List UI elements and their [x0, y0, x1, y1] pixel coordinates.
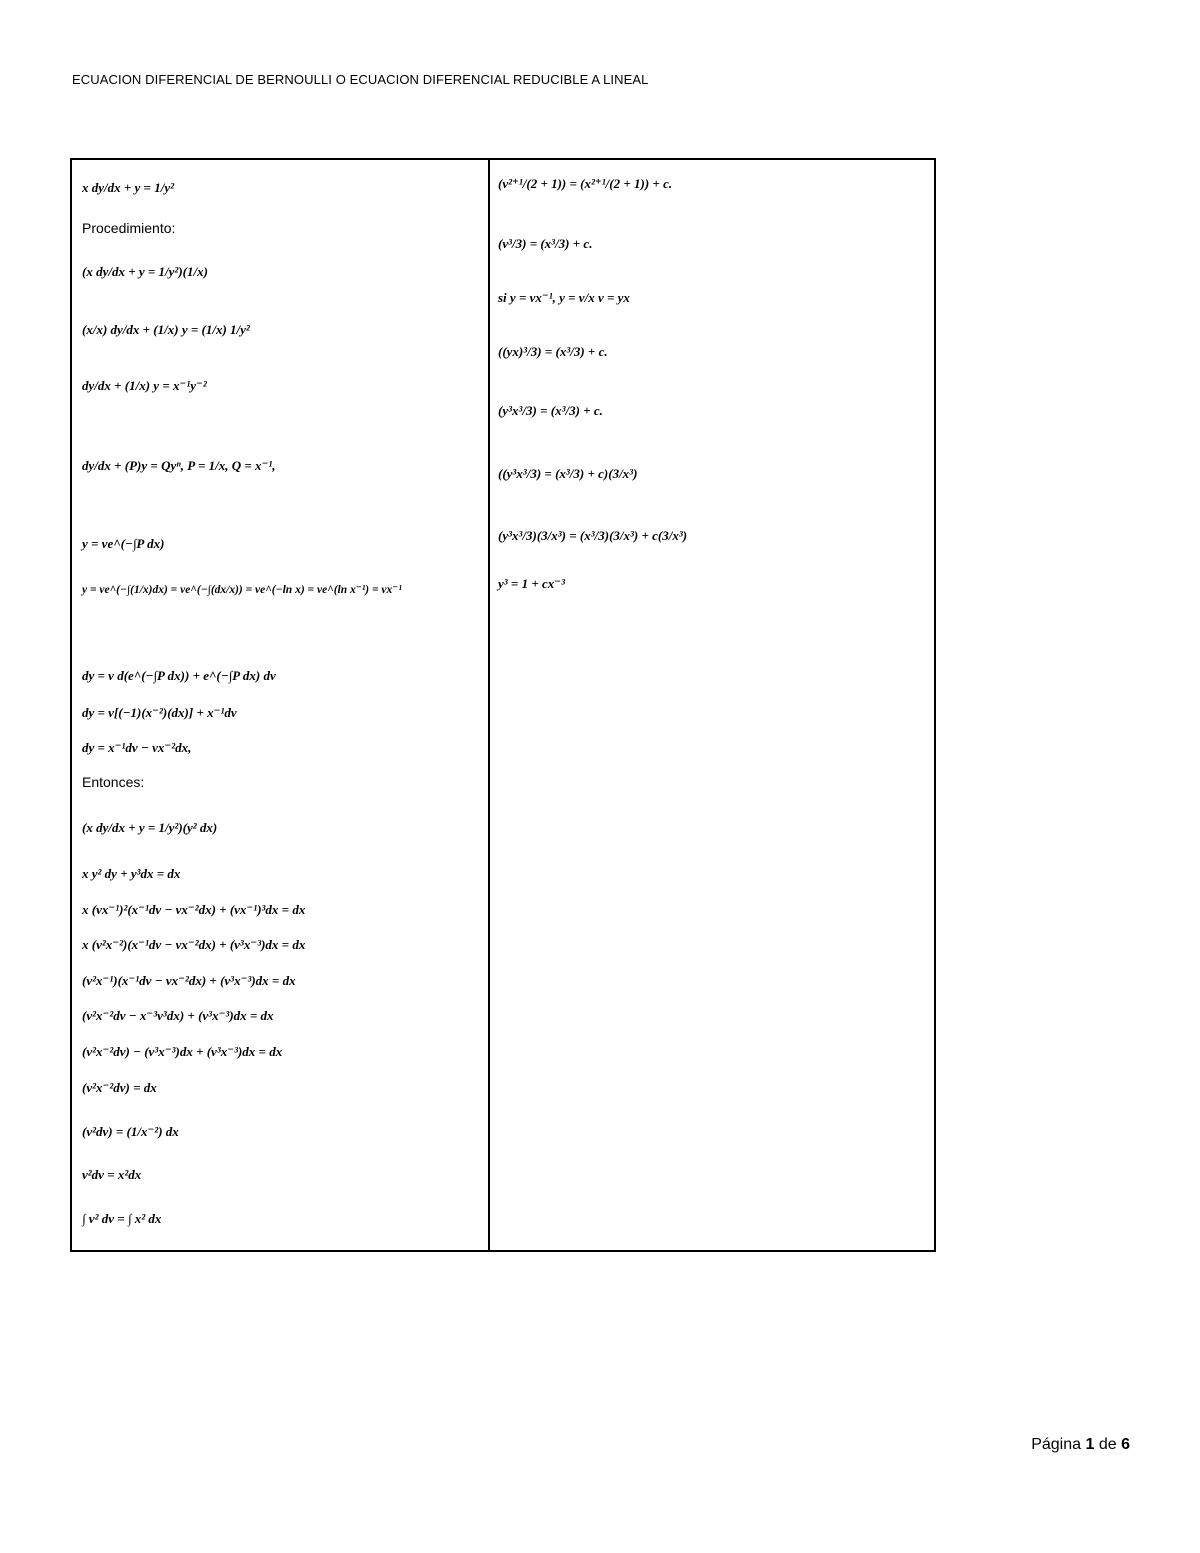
of-label: de	[1098, 1436, 1117, 1453]
equation-line: dy = v d(e^(−∫P dx)) + e^(−∫P dx) dv	[82, 668, 276, 683]
equation-line: v²dv = x²dx	[82, 1167, 142, 1182]
equation-line: (v²x⁻²dv) − (v³x⁻³)dx + (v³x⁻³)dx = dx	[82, 1044, 283, 1059]
equation-line: (v²x⁻²dv − x⁻³v³dx) + (v³x⁻³)dx = dx	[82, 1008, 274, 1023]
document-title: ECUACION DIFERENCIAL DE BERNOULLI O ECUACION DIFERENCIAL REDUCIBLE A LINEAL	[72, 72, 649, 87]
equation-line: x (vx⁻¹)²(x⁻¹dv − vx⁻²dx) + (vx⁻¹)³dx = dx	[82, 902, 306, 917]
equation-line: (v²x⁻¹)(x⁻¹dv − vx⁻²dx) + (v³x⁻³)dx = dx	[82, 973, 296, 988]
column-divider	[488, 160, 490, 1250]
equation-line: (v²dv) = (1/x⁻²) dx	[82, 1124, 179, 1139]
label-entonces: Entonces:	[82, 774, 145, 790]
equation-line: dy/dx + (1/x) y = x⁻¹y⁻²	[82, 378, 207, 393]
page-indicator	[1031, 1436, 1130, 1454]
equation-line: dy/dx + (P)y = Qyⁿ, P = 1/x, Q = x⁻¹,	[82, 458, 276, 473]
total-pages: 6	[1121, 1436, 1130, 1453]
equation-table	[70, 158, 936, 1252]
equation-line: ((yx)³/3) = (x³/3) + c.	[498, 344, 608, 359]
equation-line: si y = vx⁻¹, y = v/x v = yx	[498, 290, 630, 305]
equation-line: ∫ v² dv = ∫ x² dx	[82, 1211, 162, 1226]
final-solution: y³ = 1 + cx⁻³	[498, 576, 566, 591]
equation-line: (y³x³/3) = (x³/3) + c.	[498, 403, 603, 418]
equation-line: ((y³x³/3) = (x³/3) + c)(3/x³)	[498, 466, 638, 481]
equation-line: x y² dy + y³dx = dx	[82, 866, 181, 881]
equation-line: y = ve^(−∫(1/x)dx) = ve^(−∫(dx/x)) = ve^(−ln x) = ve^(ln x⁻¹) = vx⁻¹	[82, 584, 402, 596]
equation-line: y = ve^(−∫P dx)	[82, 536, 165, 551]
equation-line: (v³/3) = (x³/3) + c.	[498, 236, 593, 251]
equation-line: (v²x⁻²dv) = dx	[82, 1080, 157, 1095]
page-number: 1	[1085, 1436, 1095, 1453]
equation-line: dy = v[(−1)(x⁻²)(dx)] + x⁻¹dv	[82, 705, 237, 720]
equation-line: (y³x³/3)(3/x³) = (x³/3)(3/x³) + c(3/x³)	[498, 528, 688, 543]
equation-line: x dy/dx + y = 1/y²	[82, 180, 174, 195]
equation-line: (x dy/dx + y = 1/y²)(y² dx)	[82, 820, 218, 835]
equation-line: (x dy/dx + y = 1/y²)(1/x)	[82, 264, 208, 279]
equation-line: (x/x) dy/dx + (1/x) y = (1/x) 1/y²	[82, 322, 250, 337]
equation-line: (v²⁺¹/(2 + 1)) = (x²⁺¹/(2 + 1)) + c.	[498, 176, 673, 191]
equation-line: x (v²x⁻²)(x⁻¹dv − vx⁻²dx) + (v³x⁻³)dx = dx	[82, 937, 306, 952]
page-label: Página	[1031, 1436, 1082, 1453]
equation-line: dy = x⁻¹dv − vx⁻²dx,	[82, 740, 192, 755]
label-procedimiento: Procedimiento:	[82, 220, 176, 236]
